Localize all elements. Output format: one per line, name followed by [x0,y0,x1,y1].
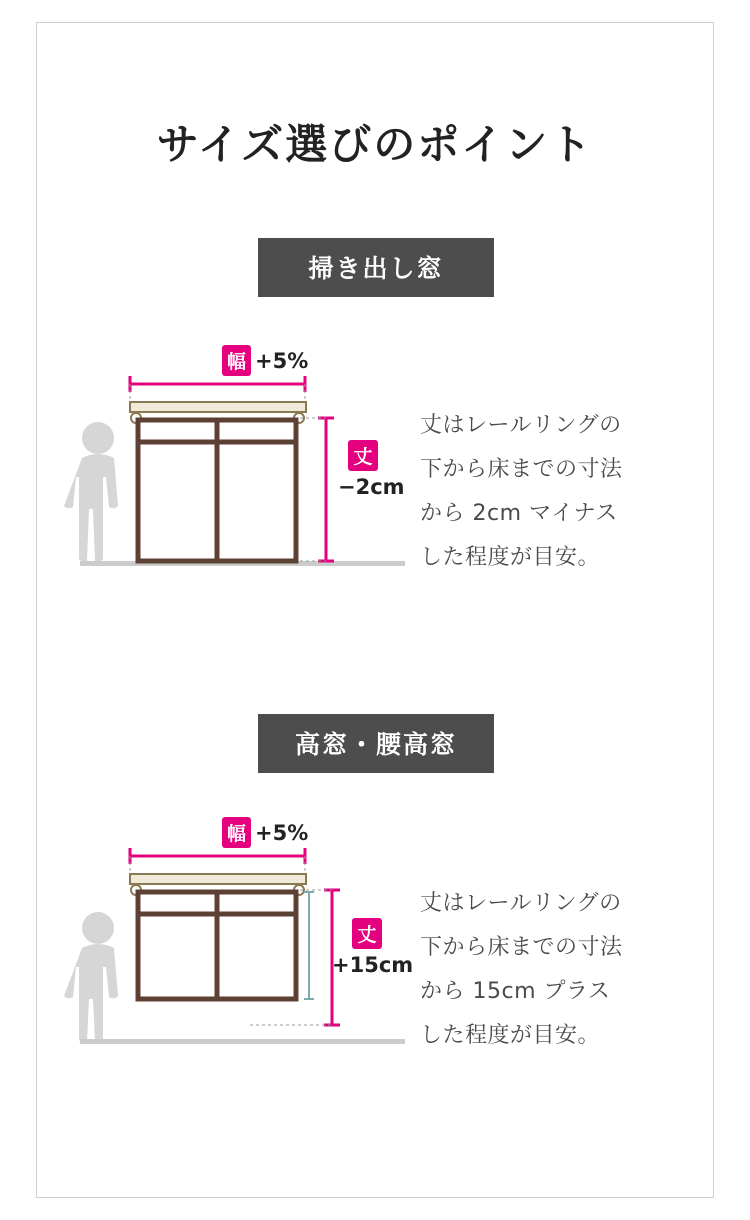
height-dimension-arrow-icon [318,418,334,561]
height-label-2: 丈 [352,918,381,949]
height-label-1: 丈 [348,440,377,471]
height-value-1: −2cm [338,475,405,499]
page-title: サイズ選びのポイント [156,120,594,169]
desc2-line-0: 丈はレールリングの [420,891,622,916]
desc2-line-3: した程度が目安。 [420,1023,601,1048]
width-label-group-1 [222,345,308,376]
floor-line [80,1039,405,1044]
width-dimension-arrow-icon [130,376,305,392]
width-label-group-2 [222,817,308,848]
window-frame-icon [138,892,296,999]
description-high-window [420,882,700,1058]
width-value-1: +5% [255,348,309,373]
desc2-line-1: 下から床までの寸法 [420,935,623,960]
width-label-1: 幅 [222,345,251,376]
window-frame-icon [138,420,296,561]
width-value-2: +5% [255,820,309,845]
height-label-group-1 [338,440,405,499]
width-dimension-arrow-icon [130,848,305,864]
section-tag-high-window: 高窓・腰高窓 [258,714,494,773]
desc1-line-0: 丈はレールリングの [420,413,622,438]
description-sweep-window [420,404,700,580]
desc1-line-3: した程度が目安。 [420,545,601,570]
person-silhouette-icon [64,422,118,562]
desc2-line-2: から 15cm プラス [420,979,611,1004]
desc1-line-1: 下から床までの寸法 [420,457,623,482]
height-value-2: +15cm [332,953,414,977]
person-silhouette-icon [64,912,118,1043]
height-label-group-2 [332,918,414,977]
desc1-line-2: から 2cm マイナス [420,501,618,526]
window-inner-measure-line [304,892,314,999]
section-tag-sweep-window: 掃き出し窓 [258,238,494,297]
height-guide-lines [250,890,332,1025]
width-label-2: 幅 [222,817,251,848]
height-guide-lines [300,418,326,561]
